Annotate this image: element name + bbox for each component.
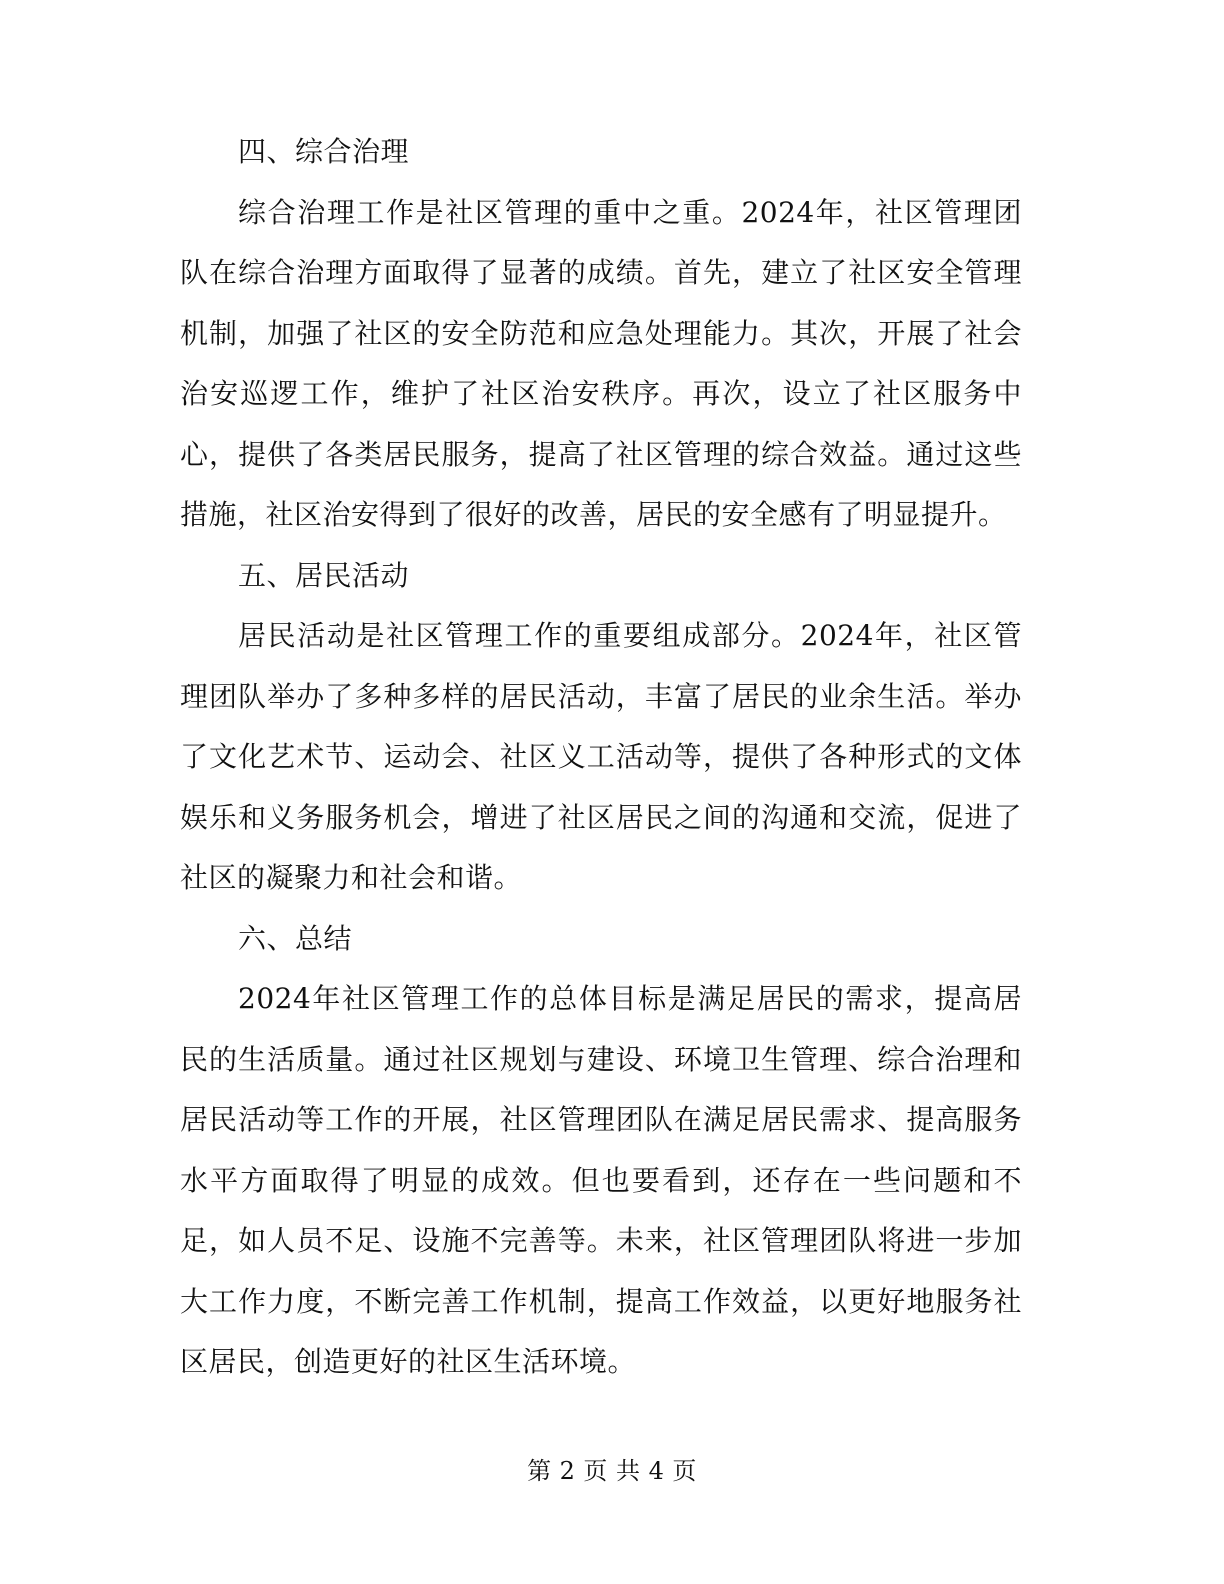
- section-heading-comprehensive-governance: 四、综合治理: [238, 135, 410, 168]
- section-paragraph-comprehensive-governance: 综合治理工作是社区管理的重中之重。2024年，社区管理团队在综合治理方面取得了显著的成绩。首先，建立了社区安全管理机制，加强了社区的安全防范和应急处理能力。其次，开展了社会治安巡逻工作，维护了社区治安秩序。再次，设立了社区服务中心，提供了各类居民服务，提高了社区管理的综合效益。通过这些措施，社区治安得到了很好的改善，居民的安全感有了明显提升。: [180, 195, 1022, 531]
- section-heading-summary: 六、总结: [238, 921, 353, 955]
- document-body: [180, 122, 1022, 1393]
- footer-prefix: 第: [527, 1457, 552, 1485]
- current-page-number: 2: [559, 1457, 576, 1485]
- footer-suffix: 页: [672, 1457, 697, 1485]
- section-paragraph-resident-activities: 居民活动是社区管理工作的重要组成部分。2024年，社区管理团队举办了多种多样的居民活动，丰富了居民的业余生活。举办了文化艺术节、运动会、社区义工活动等，提供了各种形式的文体娱乐和义务服务机会，增进了社区居民之间的沟通和交流，促进了社区的凝聚力和社会和谐。: [180, 619, 1022, 894]
- total-pages-number: 4: [648, 1457, 665, 1485]
- section-heading-resident-activities: 五、居民活动: [238, 558, 410, 592]
- footer-middle: 页 共: [583, 1457, 641, 1485]
- page-footer: [0, 1456, 1224, 1486]
- section-paragraph-summary: 2024年社区管理工作的总体目标是满足居民的需求，提高居民的生活质量。通过社区规划与建设、环境卫生管理、综合治理和居民活动等工作的开展，社区管理团队在满足居民需求、提高服务水平方面取得了明显的成效。但也要看到，还存在一些问题和不足，如人员不足、设施不完善等。未来，社区管理团队将进一步加大工作力度，不断完善工作机制，提高工作效益，以更好地服务社区居民，创造更好的社区生活环境。: [180, 982, 1022, 1378]
